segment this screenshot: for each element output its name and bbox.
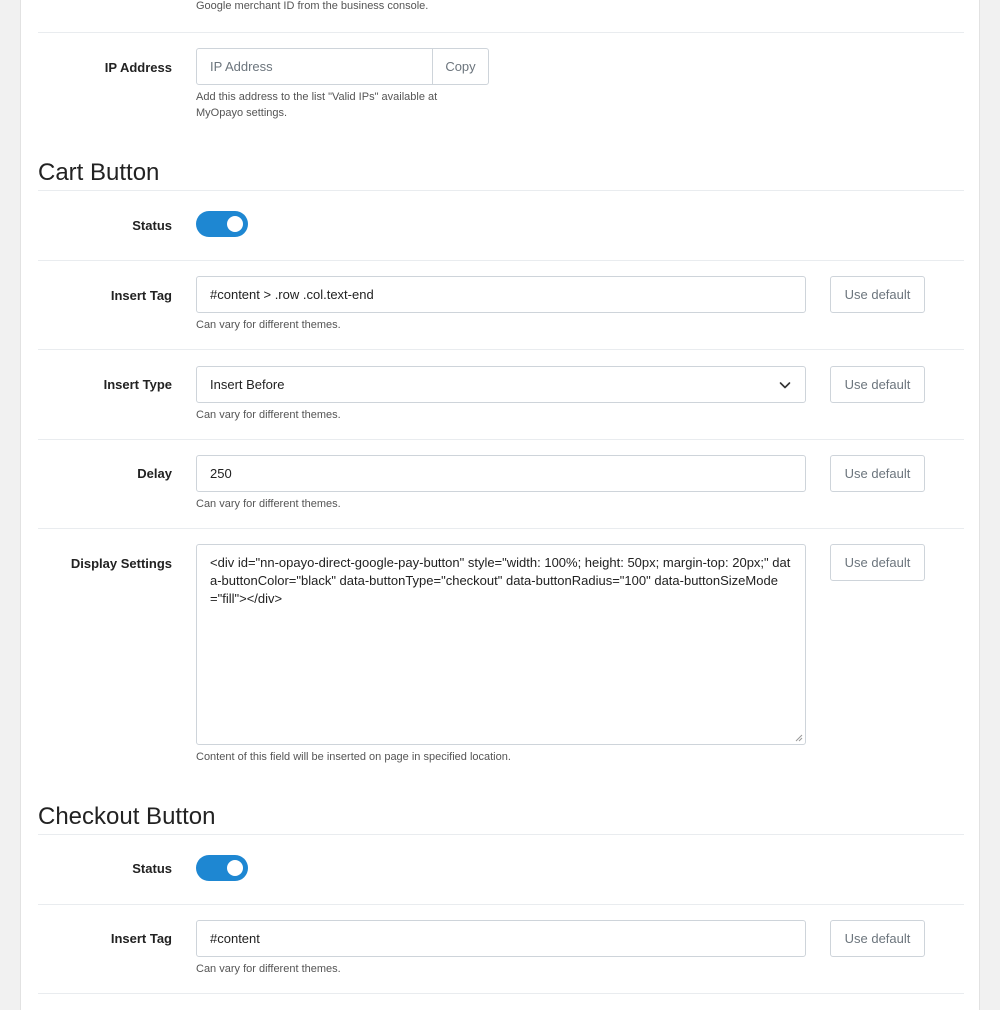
cart-display-settings-label: Display Settings [70, 556, 172, 571]
checkout-insert-tag-help: Can vary for different themes. [196, 963, 341, 975]
divider [38, 904, 964, 905]
cart-delay-help: Can vary for different themes. [196, 498, 341, 510]
cart-display-settings-help: Content of this field will be inserted on page in specified location. [196, 751, 511, 763]
cart-insert-tag-help: Can vary for different themes. [196, 319, 341, 331]
copy-button[interactable]: Copy [432, 48, 489, 85]
cart-status-toggle[interactable] [196, 211, 248, 237]
divider [38, 260, 964, 261]
cart-insert-tag-use-default-button[interactable]: Use default [830, 276, 925, 313]
cart-status-label: Status [132, 218, 172, 233]
divider [38, 32, 964, 33]
cart-insert-type-select[interactable] [196, 366, 806, 403]
cart-insert-tag-label: Insert Tag [110, 288, 172, 303]
toggle-knob [227, 860, 243, 876]
divider [38, 439, 964, 440]
cart-display-settings-textarea[interactable] [196, 544, 806, 745]
ip-address-input[interactable]: IP Address [196, 48, 433, 85]
settings-panel [20, 0, 980, 1010]
cart-insert-type-value: Insert Before [210, 377, 285, 392]
cart-insert-type-label: Insert Type [103, 377, 172, 392]
cart-display-settings-use-default-button[interactable]: Use default [830, 544, 925, 581]
cart-delay-use-default-button[interactable]: Use default [830, 455, 925, 492]
cart-button-section-title: Cart Button [38, 159, 160, 186]
divider [38, 993, 964, 994]
merchant-id-help: Google merchant ID from the business console. [196, 0, 429, 12]
checkout-insert-tag-use-default-button[interactable]: Use default [830, 920, 925, 957]
cart-delay-label: Delay [137, 466, 172, 481]
cart-insert-tag-input[interactable]: #content > .row .col.text-end [196, 276, 806, 313]
checkout-insert-tag-input[interactable]: #content [196, 920, 806, 957]
checkout-status-toggle[interactable] [196, 855, 248, 881]
section-divider [38, 834, 964, 835]
cart-display-settings-value: <div id="nn-opayo-direct-google-pay-button" style="width: 100%; height: 50px; margin-top: 20px;" data-buttonColor="black" data-buttonType="checkout" data-buttonRadius="100" data-buttonSizeMode="fill"></div> [210, 555, 791, 606]
checkout-status-label: Status [132, 861, 172, 876]
divider [38, 349, 964, 350]
chevron-down-icon [779, 379, 791, 391]
divider [38, 528, 964, 529]
checkout-insert-tag-label: Insert Tag [110, 931, 172, 946]
resize-grip-icon[interactable] [795, 734, 803, 742]
ip-address-help-line2: MyOpayo settings. [196, 107, 288, 119]
ip-address-label: IP Address [104, 60, 172, 75]
cart-insert-type-use-default-button[interactable]: Use default [830, 366, 925, 403]
toggle-knob [227, 216, 243, 232]
checkout-button-section-title: Checkout Button [38, 803, 216, 830]
cart-insert-type-help: Can vary for different themes. [196, 409, 341, 421]
ip-address-help-line1: Add this address to the list "Valid IPs" available at [196, 91, 438, 103]
section-divider [38, 190, 964, 191]
cart-delay-input[interactable]: 250 [196, 455, 806, 492]
